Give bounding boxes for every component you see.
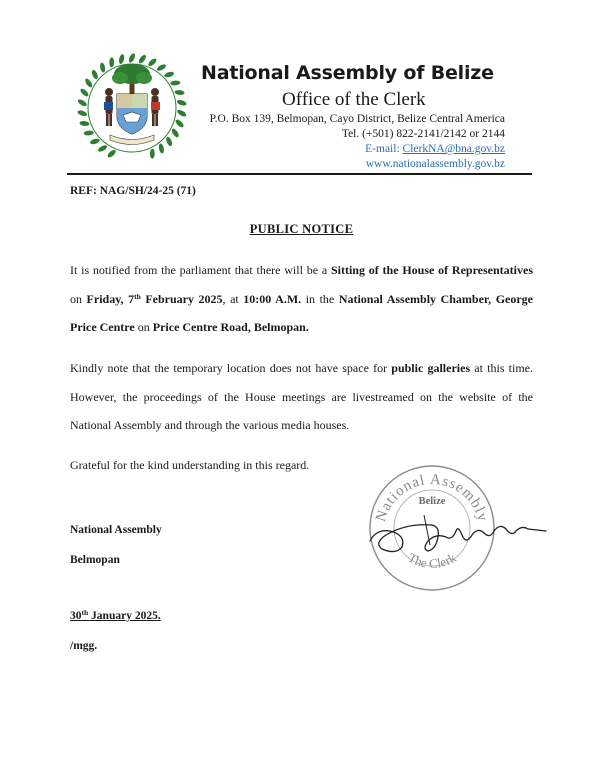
clerk-signature [366,505,552,565]
telephone: Tel. (+501) 822-2141/2142 or 2144 [341,128,505,140]
typist-initials: /mgg. [70,640,98,652]
reference-number: REF: NAG/SH/24-25 (71) [70,185,196,197]
postal-address: P.O. Box 139, Belmopan, Cayo District, Belize Central America [209,113,505,125]
email-link[interactable]: ClerkNA@bna.gov.bz [402,143,505,155]
stamp-bottom-text: The Clerk [405,549,459,571]
office-name: Office of the Clerk [282,89,426,110]
email-label: E-mail: [365,143,403,155]
signatory-name: National Assembly [70,524,162,536]
contact-block [210,112,505,172]
paragraph-galleries: Kindly note that the temporary location does not have space for public galleries at this time. However, the proceedings of the House meetings are livestreamed on the website of the National Assembly and through the various media houses. [70,361,534,432]
organization-name: National Assembly of Belize [201,62,494,84]
notice-date: 30th January 2025. [70,608,161,622]
paragraph-sitting: It is notified from the parliament that there will be a Sitting of the House of Representatives on Friday, 7th February 2025, at 10:00 A.M. in the National Assembly Chamber, George Price Centre on Price Centre Road, Belmopan. [70,263,534,334]
header-divider [67,173,532,175]
belize-coat-of-arms-icon [76,52,188,164]
signatory-place: Belmopan [70,554,120,566]
stamp-center-text: Belize [418,496,446,507]
paragraph-gratitude: Grateful for the kind understanding in this regard. [70,458,310,472]
notice-title: PUBLIC NOTICE [249,222,354,236]
stamp-top-text: National Assembly [373,471,491,524]
email-line [210,142,505,157]
website-link[interactable]: www.nationalassembly.gov.bz [365,158,505,170]
